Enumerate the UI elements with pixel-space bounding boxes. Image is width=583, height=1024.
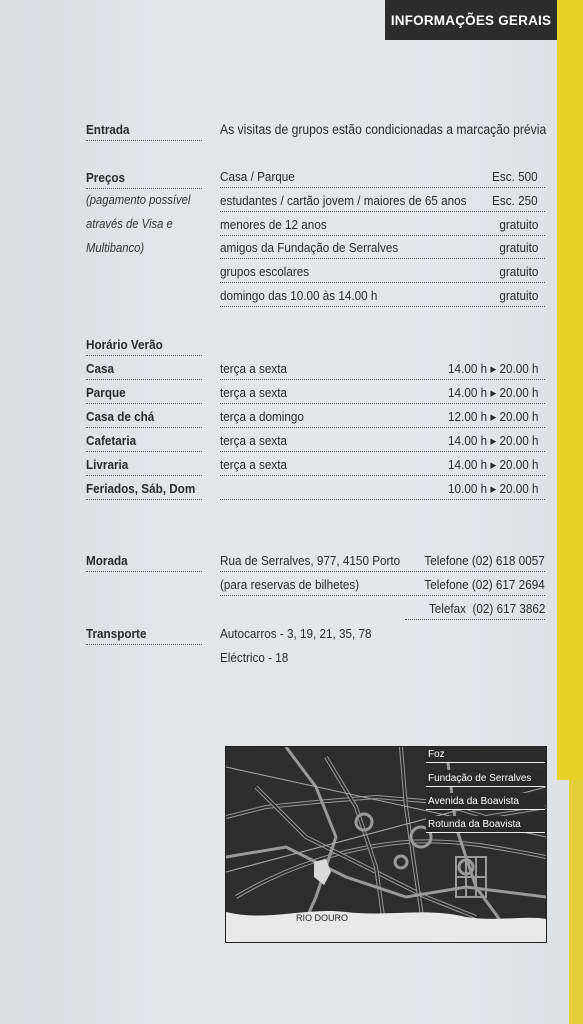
price-item: estudantes / cartão jovem / maiores de 65 anos <box>220 193 467 208</box>
divider <box>220 595 545 596</box>
map-legend-item: Fundação de Serralves <box>426 770 545 787</box>
morada-fax: Telefax (02) 617 3862 <box>428 601 545 616</box>
horario-place: Cafetaria <box>86 433 137 448</box>
divider <box>220 258 545 259</box>
divider <box>86 427 202 428</box>
divider <box>220 211 545 212</box>
horario-days: terça a domingo <box>220 409 304 424</box>
divider <box>220 451 545 452</box>
price-item: amigos da Fundação de Serralves <box>220 240 399 255</box>
horario-hours: 12.00 h ▸ 20.00 h <box>447 409 538 424</box>
divider <box>220 282 545 283</box>
divider <box>86 379 202 380</box>
divider <box>86 499 202 500</box>
price-item: grupos escolares <box>220 264 310 279</box>
divider <box>220 306 545 307</box>
divider <box>220 379 545 380</box>
yellow-edge-lower <box>569 780 583 1024</box>
transporte-label: Transporte <box>86 626 147 641</box>
price-value: gratuito <box>498 240 538 255</box>
divider <box>86 188 202 189</box>
map-legend-item: Avenida da Boavista <box>426 793 545 810</box>
divider <box>220 403 545 404</box>
price-value: gratuito <box>498 264 538 279</box>
divider <box>86 451 202 452</box>
horario-hours: 14.00 h ▸ 20.00 h <box>447 433 538 448</box>
precos-note-line: através de Visa e <box>86 217 173 231</box>
divider <box>86 475 202 476</box>
horario-place: Parque <box>86 385 126 400</box>
precos-note-line: Multibanco) <box>86 241 145 255</box>
horario-hours: 14.00 h ▸ 20.00 h <box>447 361 538 376</box>
transporte-bus: Autocarros - 3, 19, 21, 35, 78 <box>220 626 372 641</box>
transporte-tram: Eléctrico - 18 <box>220 650 289 665</box>
price-value: Esc. 250 <box>492 193 538 208</box>
price-value: Esc. 500 <box>492 169 538 184</box>
horario-days: terça a sexta <box>220 457 287 472</box>
precos-label: Preços <box>86 170 126 185</box>
divider <box>86 571 202 572</box>
divider <box>86 140 202 141</box>
divider <box>86 644 202 645</box>
horario-place: Livraria <box>86 457 129 472</box>
precos-note-line: (pagamento possível <box>86 193 191 207</box>
horario-place: Casa <box>86 361 114 376</box>
morada-phone2: Telefone (02) 617 2694 <box>424 577 545 592</box>
entrada-label: Entrada <box>86 122 130 137</box>
divider <box>220 571 545 572</box>
price-item: domingo das 10.00 às 14.00 h <box>220 288 378 303</box>
horario-hours: 14.00 h ▸ 20.00 h <box>447 457 538 472</box>
morada-phone1: Telefone (02) 618 0057 <box>424 553 545 568</box>
divider <box>220 475 545 476</box>
divider <box>220 235 545 236</box>
price-value: gratuito <box>498 217 538 232</box>
horario-days: terça a sexta <box>220 433 287 448</box>
divider <box>220 427 545 428</box>
horario-place: Casa de chá <box>86 409 155 424</box>
horario-hours: 14.00 h ▸ 20.00 h <box>447 385 538 400</box>
divider <box>405 619 545 620</box>
horario-title: Horário Verão <box>86 337 163 352</box>
horario-hours: 10.00 h ▸ 20.00 h <box>447 481 538 496</box>
price-item: Casa / Parque <box>220 169 295 184</box>
divider <box>86 355 202 356</box>
divider <box>220 499 545 500</box>
price-item: menores de 12 anos <box>220 217 327 232</box>
section-header: INFORMAÇÕES GERAIS <box>385 0 557 40</box>
morada-label: Morada <box>86 553 128 568</box>
map-legend-item: Foz <box>426 746 545 763</box>
horario-days: terça a sexta <box>220 361 287 376</box>
horario-place: Feriados, Sáb, Dom <box>86 481 196 496</box>
divider <box>220 187 545 188</box>
entrada-text: As visitas de grupos estão condicionadas a marcação prévia <box>220 122 547 137</box>
horario-days: terça a sexta <box>220 385 287 400</box>
price-value: gratuito <box>498 288 538 303</box>
morada-address: Rua de Serralves, 977, 4150 Porto <box>220 553 401 568</box>
morada-note: (para reservas de bilhetes) <box>220 577 360 592</box>
divider <box>86 403 202 404</box>
river-label: RIO DOURO <box>296 913 349 923</box>
yellow-edge <box>557 0 583 780</box>
map-legend-item: Rotunda da Boavista <box>426 816 545 833</box>
